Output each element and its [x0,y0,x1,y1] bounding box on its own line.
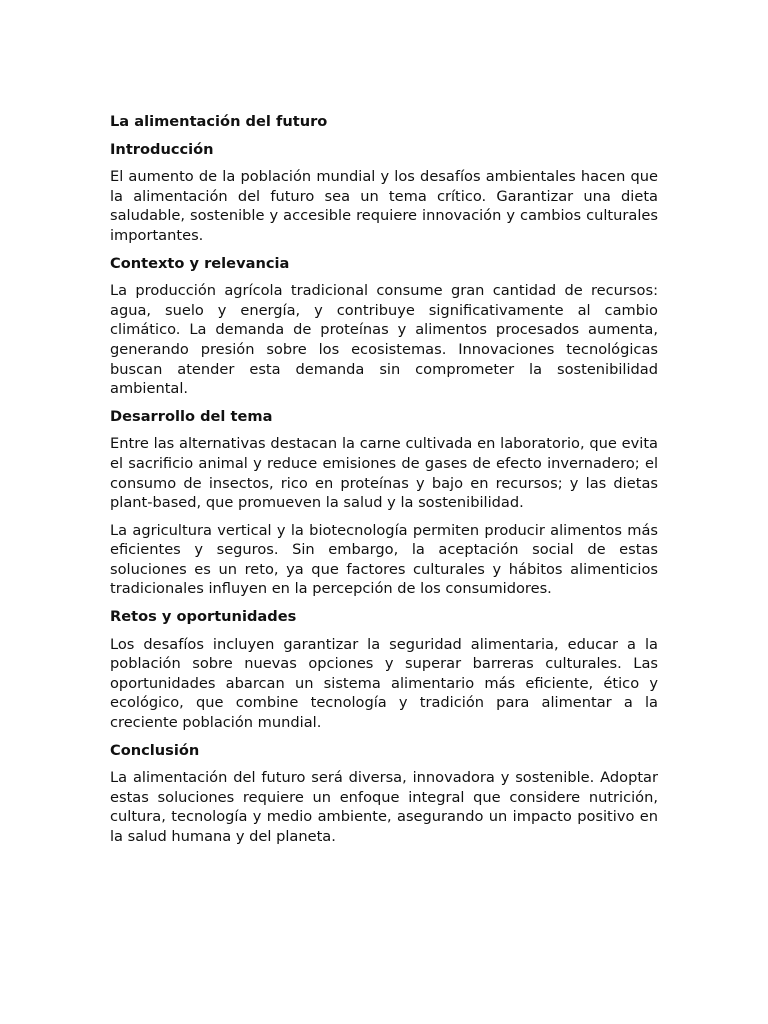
document-page [110,112,658,855]
section-retos [110,607,658,733]
section-introduccion [110,140,658,246]
section-heading: Retos y oportunidades [110,608,297,626]
section-heading: Introducción [110,140,214,158]
paragraph: Entre las alternativas destacan la carne cultivada en laboratorio, que evita el sacrificio animal y reduce emisiones de gases de efecto invernadero; el consumo de insectos, rico en proteínas y bajo en recursos; y las dietas plant-based, que promueven la salud y la sostenibilidad. [110,435,658,512]
section-contexto [110,254,658,399]
paragraph: La agricultura vertical y la biotecnología permiten producir alimentos más eficientes y seguros. Sin embargo, la aceptación social de estas soluciones es un reto, ya que factores culturales y hábitos alimenticios tradicionales influyen en la percepción de los consumidores. [110,521,658,598]
section-desarrollo [110,407,658,599]
section-heading: Conclusión [110,741,200,759]
paragraph: La producción agrícola tradicional consume gran cantidad de recursos: agua, suelo y energía, y contribuye significativamente al cambio climático. La demanda de proteínas y alimentos procesados aumenta, generando presión sobre los ecosistemas. Innovaciones tecnológicas buscan atender esta demanda sin comprometer la sostenibilidad ambiental. [110,282,658,398]
paragraph: La alimentación del futuro será diversa, innovadora y sostenible. Adoptar estas soluciones requiere un enfoque integral que considere nutrición, cultura, tecnología y medio ambiente, asegurando un impacto positivo en la salud humana y del planeta. [110,769,658,845]
section-heading: Desarrollo del tema [110,407,273,425]
document-title: La alimentación del futuro [110,113,328,130]
paragraph: El aumento de la población mundial y los desafíos ambientales hacen que la alimentación del futuro sea un tema crítico. Garantizar una dieta saludable, sostenible y accesible requiere innovación y cambios culturales importantes. [110,168,658,244]
section-conclusion [110,741,658,847]
paragraph: Los desafíos incluyen garantizar la seguridad alimentaria, educar a la población sobre nuevas opciones y superar barreras culturales. Las oportunidades abarcan un sistema alimentario más eficiente, ético y ecológico, que combine tecnología y tradición para alimentar a la creciente población mundial. [110,635,658,732]
section-heading: Contexto y relevancia [110,254,290,272]
